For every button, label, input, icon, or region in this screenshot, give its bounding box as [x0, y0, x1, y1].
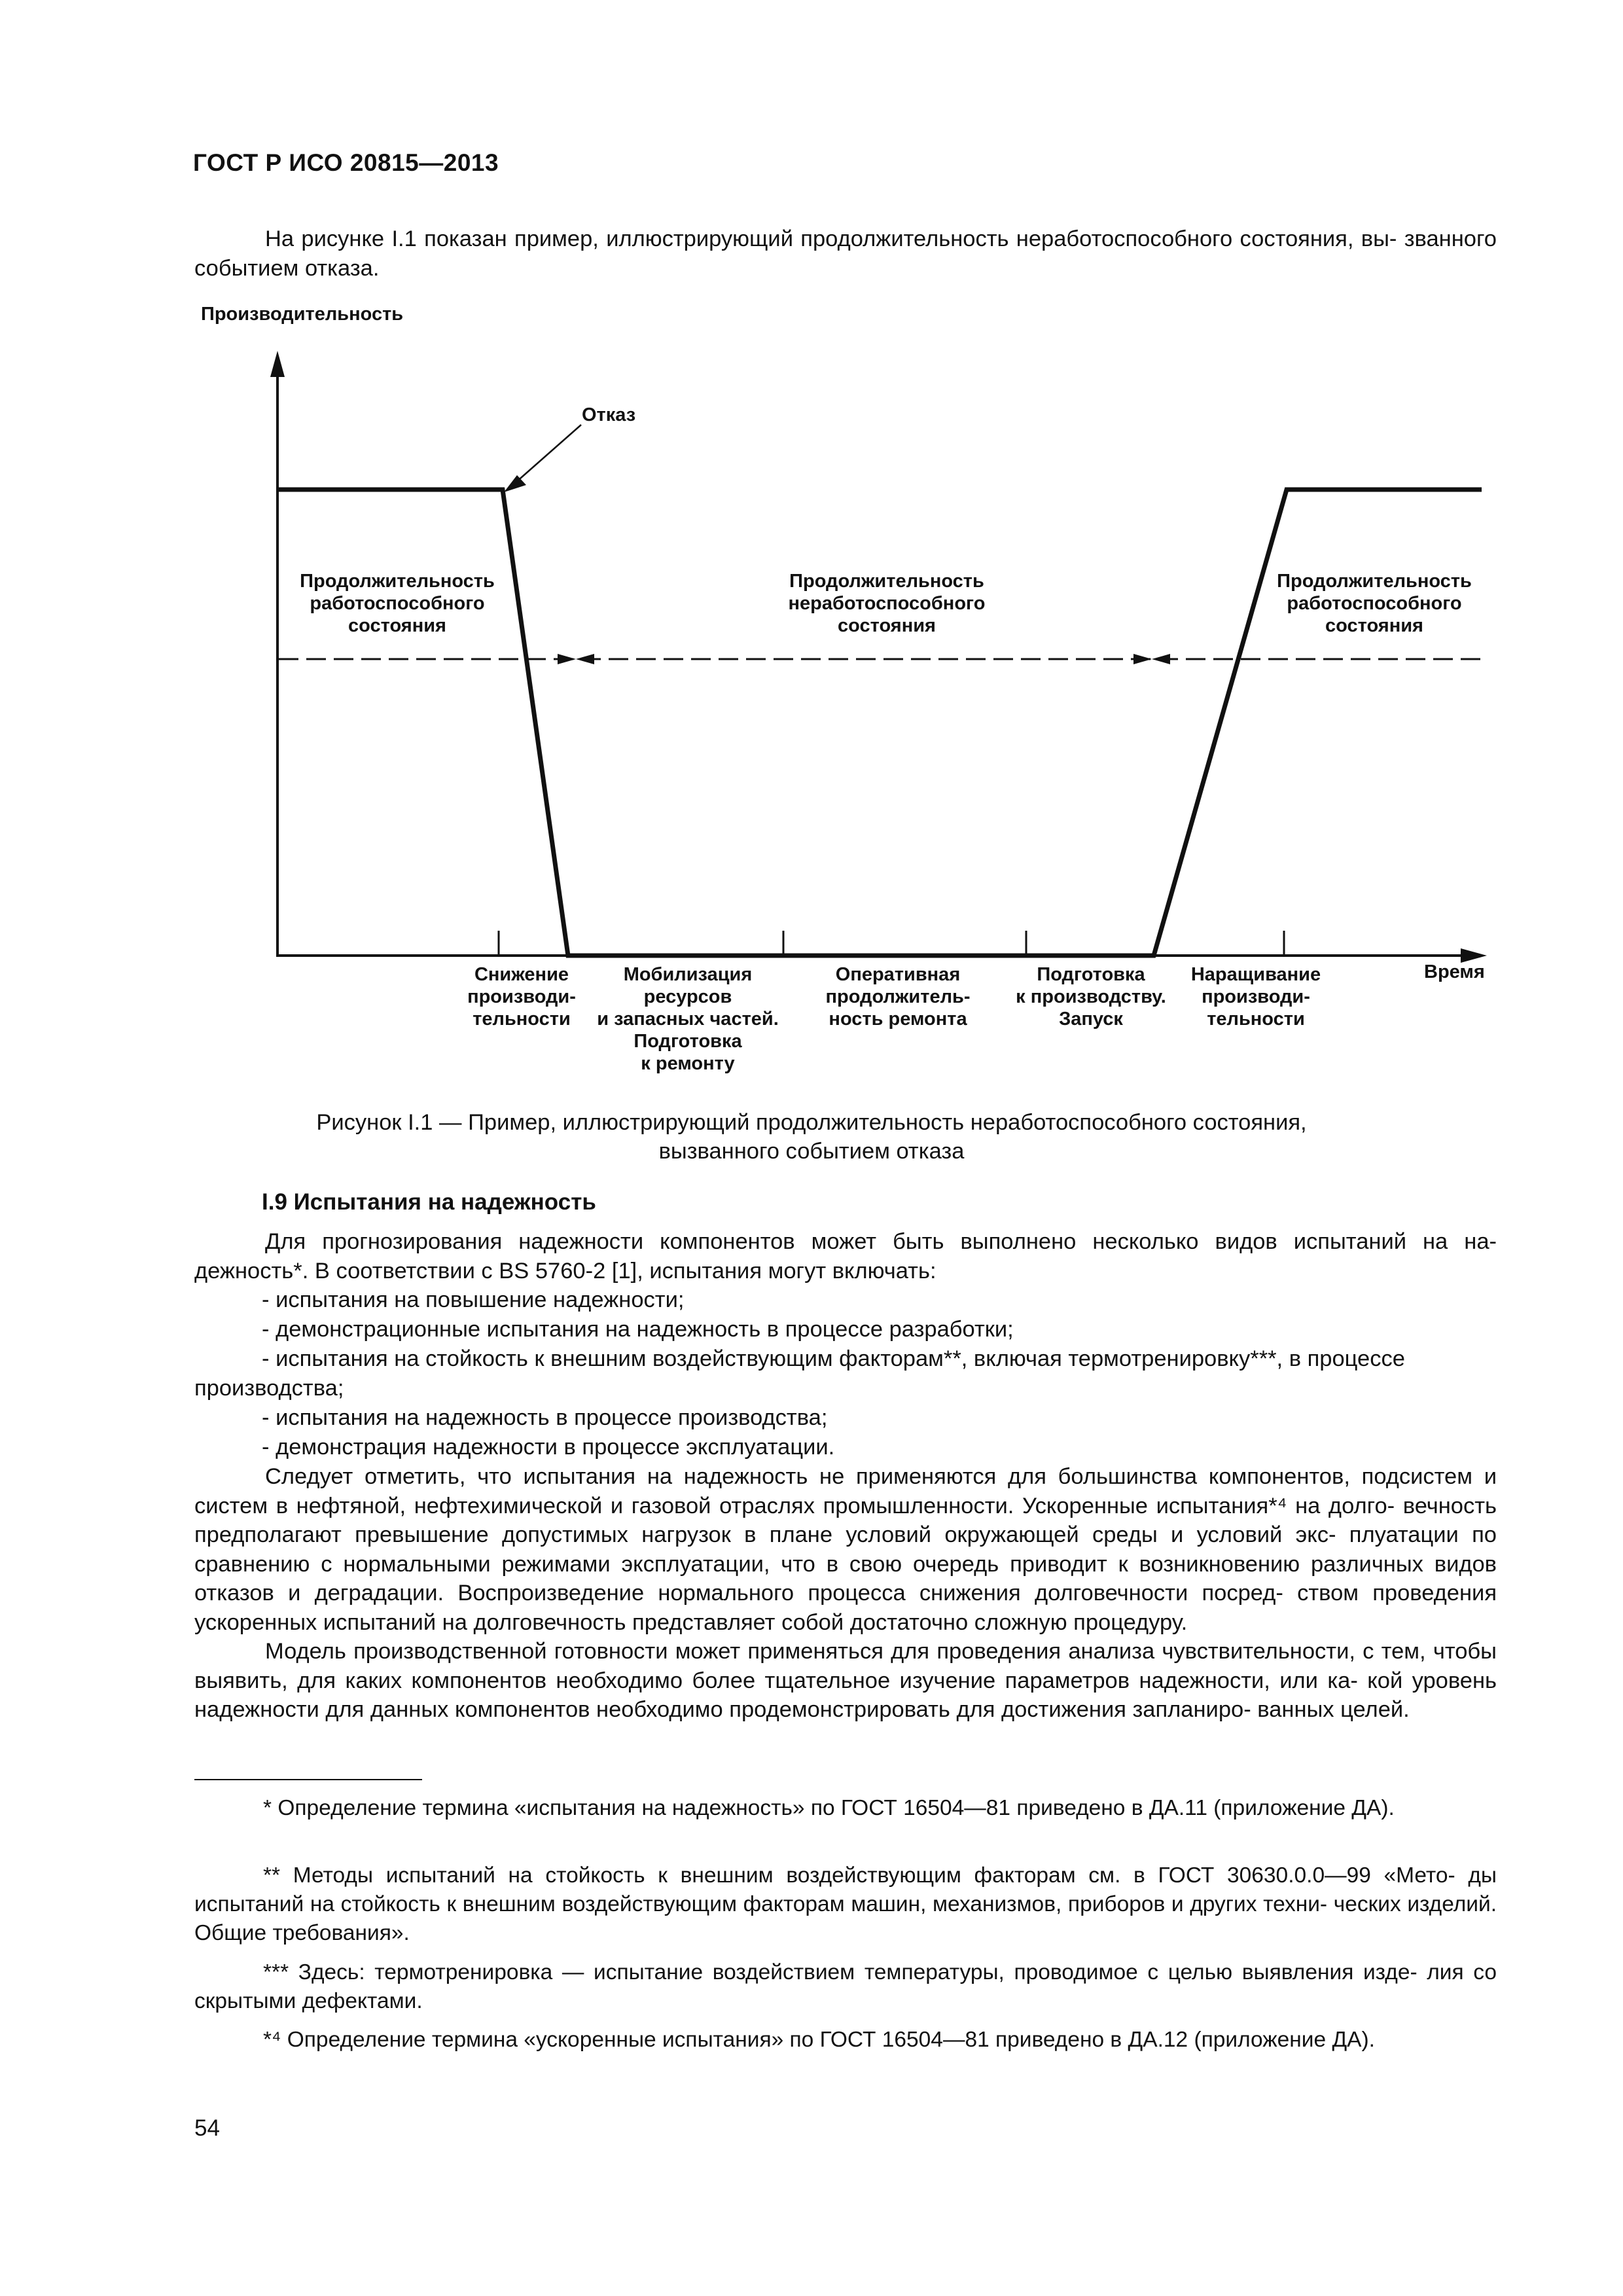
region-up-left-line-1: Продолжительность — [300, 571, 495, 592]
section-para2-line: плуатации по сравнению с нормальными режимами эксплуатации, что в свою очередь приводит к возникновению — [194, 1522, 1497, 1577]
figure-caption-line-1: Рисунок I.1 — Пример, иллюстрирующий продолжительность неработоспособного состояния, — [316, 1110, 1307, 1135]
region-label-down — [789, 571, 986, 636]
section-para1-line-1: Для прогнозирования надежности компонентов может быть выполнено несколько видов испытаний на на- — [265, 1229, 1497, 1254]
intro-line-1: На рисунке I.1 показан пример, иллюстрирующий продолжительность неработоспособного состояния, вы- — [265, 226, 1397, 251]
footnote-1-line-1: * Определение термина «испытания на надежность» по ГОСТ 16504—81 приведено в ДА.11 (приложение — [263, 1796, 1346, 1820]
footnote-2 — [194, 1861, 1497, 1948]
duration-arrow-right-1 — [558, 654, 576, 664]
page-number: 54 — [194, 2115, 220, 2141]
phase-2-line-1: Мобилизация — [623, 964, 753, 985]
section-para2-line: ством проведения ускоренных испытаний на долговечность представляет собой достаточно сложную процедуру. — [194, 1581, 1497, 1635]
duration-arrow-right-2 — [1133, 654, 1152, 664]
section-para3-line: ванных целей. — [1257, 1697, 1410, 1722]
phase-label-5 — [1191, 964, 1321, 1030]
performance-curve — [277, 490, 1482, 956]
figure-caption — [275, 1108, 1348, 1166]
phase-label-2 — [597, 964, 779, 1074]
phase-3-line-1: Оперативная — [835, 964, 961, 985]
section-paragraph-2 — [194, 1462, 1497, 1637]
phase-3-line-3: ность ремонта — [829, 1009, 967, 1030]
phase-5-line-3: тельности — [1207, 1009, 1305, 1030]
region-down-line-3: состояния — [838, 615, 936, 636]
section-title: I.9 Испытания на надежность — [262, 1189, 596, 1215]
phase-2-line-5: к ремонту — [641, 1053, 735, 1074]
footnote-separator — [194, 1779, 422, 1780]
downtime-figure — [0, 0, 1623, 1126]
failure-pointer-line — [515, 425, 581, 483]
footnote-2-line-2: ды испытаний на стойкость к внешним воздействующим факторам машин, механизмов, приборов и других техни- — [194, 1863, 1497, 1916]
section-para2-line: и систем в нефтяной, нефтехимической и газовой отраслях промышленности. Ускоренные испытания*⁴ на долго- — [194, 1464, 1497, 1518]
region-up-right-line-1: Продолжительность — [1277, 571, 1472, 592]
y-axis-arrowhead — [270, 351, 285, 377]
footnote-4-line-1: *⁴ Определение термина «ускоренные испытания» по ГОСТ 16504—81 приведено в ДА.12 (приложение ДА). — [263, 2028, 1375, 2052]
figure-caption-line-2: вызванного событием отказа — [658, 1139, 965, 1164]
intro-line-2: званного событием отказа. — [194, 226, 1497, 281]
section-para2-line: различных видов отказов и деградации. Воспроизведение нормального процесса снижения долговечности посред- — [194, 1551, 1497, 1605]
phase-1-line-1: Снижение — [474, 964, 569, 985]
section-para1-line-2: дежность*. В соответствии с BS 5760-2 [1], испытания могут включать: — [194, 1258, 936, 1283]
phase-2-line-3: и запасных частей. — [597, 1009, 779, 1030]
footnote-3-line-1: *** Здесь: термотренировка — испытание воздействием температуры, проводимое с целью выявления изде- — [263, 1960, 1418, 1984]
phase-label-4 — [1016, 964, 1166, 1030]
phase-2-line-4: Подготовка — [633, 1031, 742, 1052]
document-header: ГОСТ Р ИСО 20815—2013 — [193, 149, 499, 176]
footnote-3 — [194, 1958, 1497, 2016]
region-label-up-right — [1277, 571, 1472, 636]
phase-1-line-2: производи- — [467, 986, 576, 1007]
list-item: - демонстрационные испытания на надежность в процессе разработки; — [262, 1317, 1014, 1342]
section-para3-line: чтобы выявить, для каких компонентов необходимо более тщательное изучение параметров надежности, или ка- — [194, 1639, 1497, 1693]
list-item: - испытания на стойкость к внешним воздействующим факторам**, включая термотренировку***, в процессе — [262, 1346, 1405, 1371]
footnote-2-line-3: ческих изделий. Общие требования». — [194, 1892, 1497, 1945]
phase-4-line-3: Запуск — [1059, 1009, 1123, 1030]
duration-arrow-left-2 — [1152, 654, 1170, 664]
phase-4-line-1: Подготовка — [1037, 964, 1145, 985]
list-item: - испытания на надежность в процессе производства; — [262, 1405, 828, 1430]
list-item: - демонстрация надежности в процессе эксплуатации. — [262, 1435, 835, 1460]
section-para3-line: кой уровень надежности для данных компонентов необходимо продемонстрировать для достижения запланиро- — [194, 1668, 1497, 1722]
phase-1-line-3: тельности — [473, 1009, 571, 1030]
phase-label-3 — [825, 964, 970, 1030]
failure-pointer-arrowhead — [504, 475, 526, 492]
region-up-left-line-3: состояния — [348, 615, 446, 636]
failure-label: Отказ — [582, 404, 636, 425]
section-para3-line: Модель производственной готовности может применяться для проведения анализа чувствительности, с тем, — [265, 1639, 1426, 1664]
footnote-1-line-2: ДА). — [1351, 1796, 1395, 1820]
phase-label-1 — [467, 964, 576, 1030]
section-paragraph-3 — [194, 1637, 1497, 1725]
phase-5-line-1: Наращивание — [1190, 964, 1321, 985]
x-axis-arrowhead — [1461, 948, 1487, 963]
region-up-right-line-2: работоспособного — [1287, 593, 1462, 614]
x-axis-label: Время — [1424, 961, 1485, 982]
list-item: - испытания на повышение надежности; — [262, 1287, 685, 1312]
phase-2-line-2: ресурсов — [643, 986, 732, 1007]
list-item-continuation: производства; — [194, 1376, 344, 1401]
phase-4-line-2: к производству. — [1016, 986, 1166, 1007]
phase-3-line-2: продолжитель- — [825, 986, 971, 1007]
y-axis-label: Производительность — [201, 304, 404, 325]
section-para2-line: Следует отметить, что испытания на надежность не применяются для большинства компонентов, подсистем — [265, 1464, 1472, 1489]
region-down-line-2: неработоспособного — [788, 593, 986, 614]
section-para2-line: вечность предполагают превышение допустимых нагрузок в плане условий окружающей среды и условий экс- — [194, 1493, 1497, 1547]
duration-arrow-left-1 — [576, 654, 594, 664]
footnote-2-line-1: ** Методы испытаний на стойкость к внешним воздействующим факторам см. в ГОСТ 30630.0.0—99 «Мето- — [263, 1863, 1455, 1888]
footnote-4 — [194, 2026, 1497, 2054]
phase-5-line-2: производи- — [1202, 986, 1310, 1007]
footnote-1 — [194, 1794, 1497, 1823]
section-paragraph-1 — [194, 1227, 1497, 1285]
footnote-3-line-2: лия со скрытыми дефектами. — [194, 1960, 1497, 2013]
region-up-left-line-2: работоспособного — [310, 593, 485, 614]
region-up-right-line-3: состояния — [1325, 615, 1423, 636]
region-down-line-1: Продолжительность — [789, 571, 984, 592]
region-label-up-left — [300, 571, 495, 636]
